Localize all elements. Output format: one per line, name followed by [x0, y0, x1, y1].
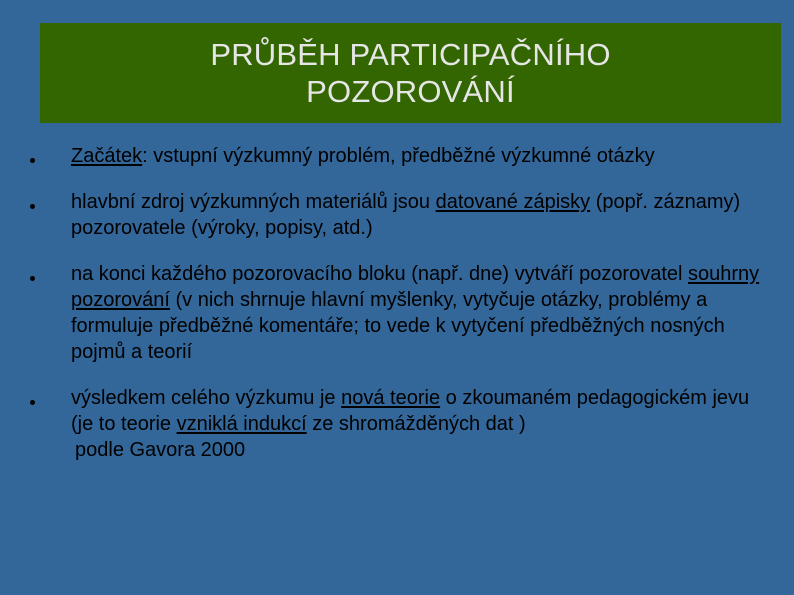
bullet-text: hlavbní zdroj výzkumných materiálů jsou [71, 191, 436, 213]
bullet-text: : vstupní výzkumný problém, předběžné výzkumné otázky [142, 145, 655, 167]
bullet-text: na konci každého pozorovacího bloku (např. dne) vytváří pozorovatel [71, 263, 689, 285]
bullet-dot-icon [30, 400, 35, 405]
bullet-item-vysledek [30, 385, 760, 463]
bullet-item-zdroj [30, 189, 760, 241]
slide-title-line-1: PRŮBĚH PARTICIPAČNÍHO [210, 37, 611, 72]
bullet-text-underlined: souhrny pozorování [71, 263, 760, 311]
bullet-text: (popř. záznamy) pozorovatele (výroky, popisy, atd.) [71, 191, 741, 239]
source-citation: podle Gavora 2000 [75, 439, 246, 461]
bullet-text: ze shromážděných dat ) [306, 413, 526, 435]
bullet-text-underlined: datované zápisky [435, 191, 591, 213]
bullet-text-underlined: Začátek [71, 145, 143, 167]
slide-title-box [40, 23, 781, 123]
bullet-text: výsledkem celého výzkumu je [71, 387, 342, 409]
bullet-text-underlined: vzniklá indukcí [176, 413, 307, 435]
bullet-text: (v nich shrnuje hlavní myšlenky, vytyčuje otázky, problémy a formuluje předběžné komentáře; to vede k vytyčení předběžných nosných pojmů a teorií [71, 289, 725, 363]
bullet-item-souhrny [30, 261, 760, 365]
bullet-dot-icon [30, 276, 35, 281]
bullet-list [30, 143, 760, 463]
bullet-text: o zkoumaném pedagogickém jevu (je to teorie [71, 387, 750, 435]
bullet-dot-icon [30, 204, 35, 209]
bullet-text-underlined: nová teorie [341, 387, 441, 409]
bullet-item-zacatek [30, 143, 760, 169]
slide-title-line-2: POZOROVÁNÍ [306, 74, 515, 109]
bullet-dot-icon [30, 158, 35, 163]
